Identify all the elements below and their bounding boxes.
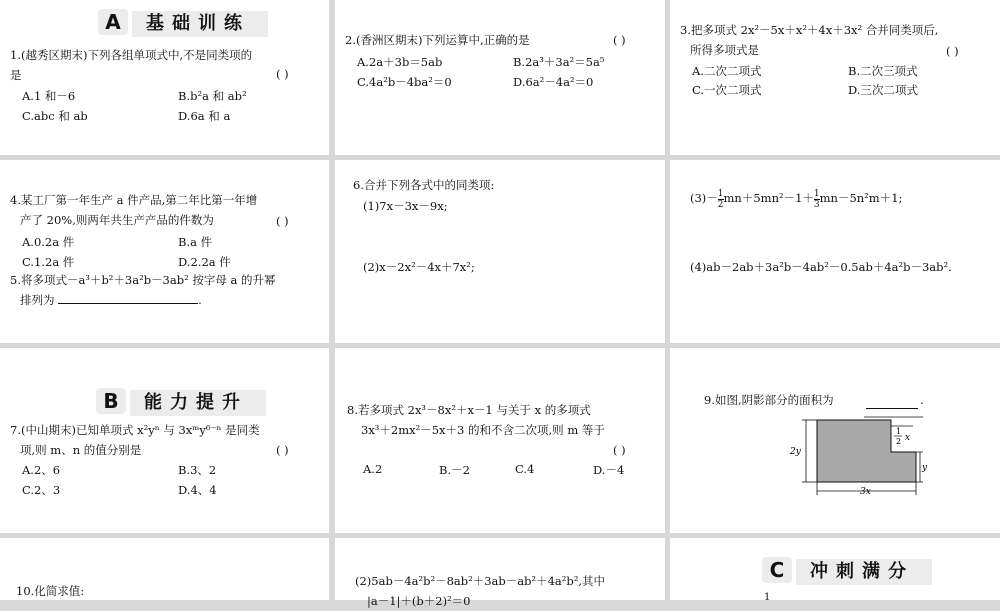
q3-option-c[interactable]: C.一次二项式	[692, 83, 762, 97]
section-c-partial-text: 1	[764, 592, 771, 603]
shaded-area-figure	[788, 412, 958, 496]
q5-line2-row	[10, 290, 276, 310]
q6-part3	[690, 184, 902, 212]
q6-part1: (1)7x－3x－9x;	[363, 199, 448, 213]
card-q1	[0, 0, 329, 155]
label-half-x: x	[905, 433, 911, 443]
q4-paren: ( )	[276, 214, 289, 228]
q4-line2: 产了 20%,则两年共生产产品的件数为	[20, 213, 214, 227]
section-b-letter: B	[96, 388, 126, 414]
q9-line1: 9.如图,阴影部分的面积为	[704, 393, 834, 407]
q4-option-d[interactable]: D.2.2a 件	[178, 255, 231, 269]
question-1	[10, 45, 252, 85]
card-q2	[335, 0, 665, 155]
q7-line1: 7.(中山期末)已知单项式 x²yⁿ 与 3xᵐy⁶⁻ⁿ 是同类	[10, 423, 260, 437]
card-q9	[670, 348, 1000, 533]
q2-option-a[interactable]: A.2a＋3b＝5ab	[357, 55, 443, 69]
question-5	[10, 270, 276, 310]
q2-option-b[interactable]: B.2a³＋3a²＝5a⁵	[513, 55, 605, 69]
q4-option-c[interactable]: C.1.2a 件	[22, 255, 75, 269]
q7-paren: ( )	[276, 443, 289, 457]
label-3x: 3x	[860, 487, 871, 496]
card-q6	[335, 160, 665, 343]
q2-line1: 2.(香洲区期末)下列运算中,正确的是	[345, 33, 530, 47]
section-a-title: 基础训练	[132, 11, 268, 37]
q5-end: .	[198, 293, 202, 307]
card-q3	[670, 0, 1000, 155]
q8-paren: ( )	[613, 443, 626, 457]
q4-option-b[interactable]: B.a 件	[178, 235, 213, 249]
section-b-header	[96, 388, 266, 416]
q7-option-a[interactable]: A.2、6	[22, 463, 61, 477]
q7-line2: 项,则 m、n 的值分别是	[20, 443, 142, 457]
q9-end: .	[920, 393, 924, 407]
question-3	[680, 20, 938, 60]
q1-option-a[interactable]: A.1 和－6	[22, 89, 76, 103]
q10-part2-line2: |a－1|＋(b＋2)²＝0	[367, 594, 471, 608]
section-b-title: 能力提升	[130, 390, 266, 416]
q1-line1: 1.(越秀区期末)下列各组单项式中,不是同类项的	[10, 48, 253, 62]
label-2y: 2y	[790, 447, 801, 457]
shaded-region	[817, 420, 916, 482]
q6-part2: (2)x－2x²－4x＋7x²;	[363, 260, 475, 274]
q1-option-d[interactable]: D.6a 和 a	[178, 109, 231, 123]
q6-title: 6.合并下列各式中的同类项:	[353, 178, 495, 192]
q6-part3-b: mn＋5mn²－1＋	[723, 191, 814, 205]
q8-option-a[interactable]: A.2	[363, 462, 383, 476]
fraction-third-den: 3	[813, 199, 820, 210]
question-4	[10, 190, 257, 230]
card-q10	[0, 538, 329, 600]
question-8	[347, 400, 605, 440]
q6-part3-a: (3)－	[690, 191, 718, 205]
q3-line2: 所得多项式是	[690, 43, 759, 57]
q7-option-c[interactable]: C.2、3	[22, 483, 61, 497]
q4-option-a[interactable]: A.0.2a 件	[22, 235, 75, 249]
q7-option-d[interactable]: D.4、4	[178, 483, 217, 497]
q1-option-c[interactable]: C.abc 和 ab	[22, 109, 88, 123]
q10-part2	[355, 571, 605, 611]
q2-option-c[interactable]: C.4a²b－4ba²＝0	[357, 75, 452, 89]
q6-part4: (4)ab－2ab＋3a²b－4ab²－0.5ab＋4a²b－3ab².	[690, 260, 952, 274]
q8-option-d[interactable]: D.－4	[593, 463, 625, 477]
section-c-header	[762, 557, 932, 585]
card-q4-q5	[0, 160, 329, 343]
section-c-title: 冲刺满分	[796, 559, 932, 585]
q5-line1: 5.将多项式－a³＋b²＋3a²b－3ab² 按字母 a 的升幂	[10, 273, 276, 287]
q3-paren: ( )	[946, 44, 959, 58]
card-q7	[0, 348, 329, 533]
q8-line1: 8.若多项式 2x³－8x²＋x－1 与关于 x 的多项式	[347, 403, 591, 417]
q3-option-b[interactable]: B.二次三项式	[848, 64, 918, 78]
q2-paren: ( )	[613, 33, 626, 47]
question-7	[10, 420, 260, 460]
q10-line1: 10.化简求值:	[16, 584, 85, 598]
q1-line2: 是	[10, 68, 22, 82]
q3-line1: 3.把多项式 2x²－5x＋x²＋4x＋3x² 合并同类项后,	[680, 23, 939, 37]
q2-option-d[interactable]: D.6a²－4a²＝0	[513, 75, 594, 89]
label-y: y	[922, 463, 928, 473]
q8-option-b[interactable]: B.－2	[439, 463, 470, 477]
q1-paren: ( )	[276, 67, 289, 81]
card-section-c	[670, 538, 1000, 603]
q5-answer-blank[interactable]	[58, 291, 198, 304]
fraction-half-num: 1	[717, 188, 724, 199]
q10-part2-line1: (2)5ab－4a²b²－8ab²＋3ab－ab²＋4a²b²,其中	[355, 574, 605, 588]
q8-option-c[interactable]: C.4	[515, 462, 535, 476]
card-q8	[335, 348, 665, 533]
section-a-header	[98, 9, 268, 37]
q3-option-a[interactable]: A.二次二项式	[692, 64, 762, 78]
section-a-letter: A	[98, 9, 128, 35]
q7-option-b[interactable]: B.3、2	[178, 463, 217, 477]
q8-line2: 3x³＋2mx²－5x＋3 的和不含二次项,则 m 等于	[361, 423, 605, 437]
label-half-den: 2	[896, 437, 902, 446]
card-q10-part2	[335, 538, 665, 608]
fraction-half-den: 2	[717, 199, 724, 210]
q5-line2: 排列为	[20, 293, 55, 307]
q9-answer-blank[interactable]	[866, 396, 918, 409]
section-c-letter: C	[762, 557, 792, 583]
q6-part3-c: mn－5n²m＋1;	[819, 191, 903, 205]
card-q6-continued	[670, 160, 1000, 343]
q1-option-b[interactable]: B.b²a 和 ab²	[178, 89, 247, 103]
label-half-num: 1	[896, 427, 902, 436]
fraction-third-num: 1	[813, 188, 820, 199]
q3-option-d[interactable]: D.三次二项式	[848, 83, 918, 97]
q4-line1: 4.某工厂第一年生产 a 件产品,第二年比第一年增	[10, 193, 258, 207]
